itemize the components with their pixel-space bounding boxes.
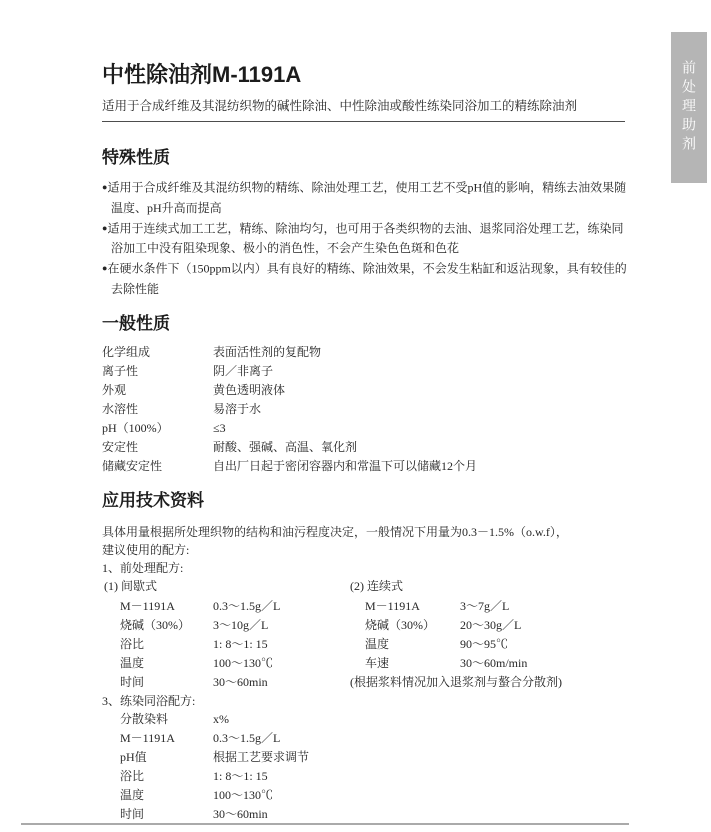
dye-bath-recipe-table (102, 710, 629, 824)
list-item-text: 在硬水条件下（150ppm以内）具有良好的精练、除油效果，不会发生粘缸和返沾现象，具有较佳的去除性能 (107, 261, 627, 296)
list-item (102, 177, 629, 218)
table-row (102, 438, 629, 457)
application-intro-line2: 建议使用的配方: (102, 542, 190, 557)
property-value: 黄色透明液体 (213, 382, 286, 397)
recipe-value: 0.3～1.5g／L (213, 730, 281, 745)
table-row (120, 786, 629, 805)
recipe-value: 100～130℃ (213, 787, 274, 802)
table-row (120, 635, 350, 654)
table-row (120, 673, 350, 692)
application-intro-line1: 具体用量根据所处理织物的结构和油污程度决定，一般情况下用量为0.3－1.5%（o.w.f）， (102, 524, 568, 539)
section-heading-general-properties: 一般性质 (102, 313, 170, 333)
bullet-icon: ● (102, 222, 108, 233)
bullet-icon: ● (102, 263, 108, 273)
table-row (365, 616, 629, 635)
table-row (102, 400, 629, 419)
property-label: 安定性 (102, 439, 139, 454)
special-properties-list (102, 177, 629, 299)
continuous-recipe-title: (2) 连续式 (350, 578, 403, 593)
pretreatment-recipes (102, 577, 629, 692)
recipe-value: 3～7g／L (460, 598, 510, 613)
recipe-value: 20～30g／L (460, 617, 522, 632)
document-content (102, 62, 629, 824)
recipe-label: 浴比 (120, 636, 145, 651)
recipe-value: 0.3～1.5g／L (213, 598, 281, 613)
product-subtitle: 适用于合成纤维及其混纺织物的碱性除油、中性除油或酸性练染同浴加工的精练除油剂 (102, 99, 578, 113)
property-label: pH（100%） (102, 420, 169, 435)
table-row (365, 597, 629, 616)
table-row (102, 457, 629, 476)
general-properties-table (102, 343, 629, 476)
property-value: 表面活性剂的复配物 (213, 344, 322, 359)
table-row (120, 729, 629, 748)
list-item (102, 258, 629, 299)
bullet-icon: ● (102, 182, 108, 192)
table-row (120, 748, 629, 767)
category-side-tab (671, 32, 707, 183)
recipe-value: 30～60min (213, 806, 268, 821)
property-value: 自出厂日起于密闭容器内和常温下可以储藏12个月 (213, 458, 478, 473)
recipe-label: 时间 (120, 674, 145, 689)
batch-recipe-title: (1) 间歇式 (104, 578, 157, 593)
table-row (120, 616, 350, 635)
table-row (102, 419, 629, 438)
category-side-tab-label: 前处理助剂 (681, 60, 697, 155)
footer-divider (21, 823, 629, 825)
property-label: 储藏安定性 (102, 458, 163, 473)
recipe-label: 时间 (120, 806, 145, 821)
recipe-value: x% (213, 711, 229, 726)
batch-recipe (102, 577, 350, 692)
property-value: ≤3 (213, 420, 226, 435)
recipe-label: 浴比 (120, 768, 145, 783)
recipe-label: M－1191A (120, 598, 175, 613)
property-value: 易溶于水 (213, 401, 262, 416)
recipe-label: 温度 (120, 787, 145, 802)
property-value: 耐酸、强碱、高温、氧化剂 (213, 439, 358, 454)
table-row (102, 381, 629, 400)
table-row (120, 805, 629, 824)
recipe-value: 100～130℃ (213, 655, 274, 670)
continuous-recipe-table (350, 597, 629, 673)
list-item-text: 适用于连续式加工工艺，精练、除油均匀，也可用于各类织物的去油、退浆同浴处理工艺，练染同浴加工中没有阻染现象、极小的消色性，不会产生染色色斑和色花 (107, 221, 624, 255)
section-heading-application: 应用技术资料 (102, 490, 204, 510)
recipe1-title: 1、前处理配方: (102, 560, 184, 575)
section-heading-special-properties: 特殊性质 (102, 148, 170, 167)
property-label: 化学组成 (102, 344, 151, 359)
recipe-value: 根据工艺要求调节 (213, 749, 310, 764)
recipe-label: 温度 (120, 655, 145, 670)
header-divider (102, 121, 625, 122)
recipe-value: 1: 8～1: 15 (213, 636, 268, 651)
table-row (365, 654, 629, 673)
recipe-value: 1: 8～1: 15 (213, 768, 268, 783)
table-row (102, 343, 629, 362)
recipe-label: pH值 (120, 749, 147, 764)
table-row (120, 710, 629, 729)
product-title: 中性除油剂M-1191A (102, 62, 302, 87)
recipe-label: 烧碱（30%） (120, 617, 190, 632)
property-label: 外观 (102, 382, 127, 397)
batch-recipe-table (102, 597, 350, 692)
property-value: 阴／非离子 (213, 363, 274, 378)
recipe3-title: 3、练染同浴配方: (102, 693, 196, 708)
recipe-label: M－1191A (365, 598, 420, 613)
recipe-label: M－1191A (120, 730, 175, 745)
table-row (120, 654, 350, 673)
recipe-label: 温度 (365, 636, 390, 651)
recipe-value: 90～95℃ (460, 636, 509, 651)
property-label: 水溶性 (102, 401, 139, 416)
table-row (120, 597, 350, 616)
continuous-recipe-note: (根据浆料情况加入退浆剂与螯合分散剂) (350, 674, 562, 689)
recipe-value: 30～60min (213, 674, 268, 689)
list-item-text: 适用于合成纤维及其混纺织物的精练、除油处理工艺，使用工艺不受pH值的影响，精练去油效果随温度、pH升高而提高 (107, 180, 627, 215)
table-row (120, 767, 629, 786)
property-label: 离子性 (102, 363, 139, 378)
recipe-value: 30～60m/min (460, 655, 528, 670)
table-row (365, 635, 629, 654)
list-item (102, 218, 629, 259)
continuous-recipe (350, 577, 629, 692)
recipe-label: 烧碱（30%） (365, 617, 435, 632)
recipe-value: 3～10g／L (213, 617, 269, 632)
recipe-label: 车速 (365, 655, 390, 670)
recipe-label: 分散染料 (120, 711, 169, 726)
table-row (102, 362, 629, 381)
